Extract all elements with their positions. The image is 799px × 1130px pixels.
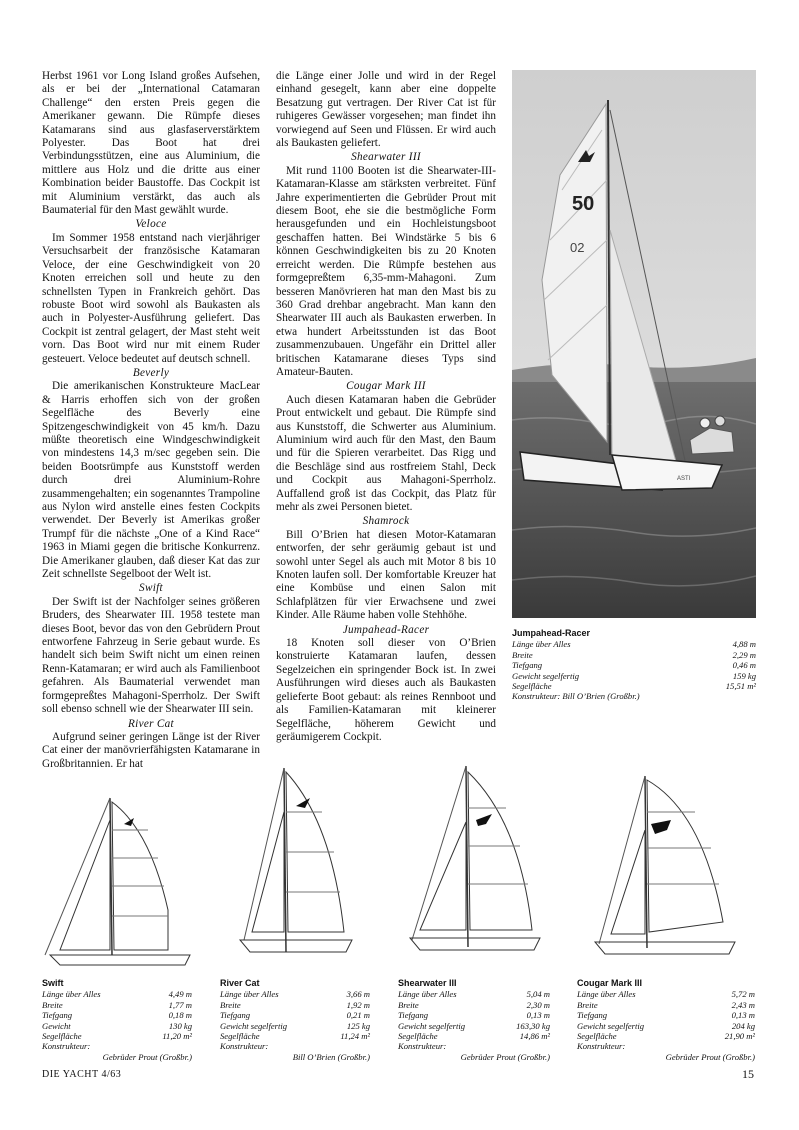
spec-row: Gewicht segelfertig 159 kg <box>512 670 756 681</box>
spec-row: Segelfläche 11,20 m² <box>42 1031 192 1042</box>
sail-number: 50 <box>572 193 595 215</box>
photo-illustration <box>512 70 756 618</box>
section-heading: Beverly <box>132 366 170 379</box>
spec-row: Tiefgang 0,13 m <box>577 1010 755 1021</box>
paragraph: Bill O’Brien hat diesen Motor-Katamaran entworfen, der sehr geräumig gebaut ist und sowohl unter Segel als auch mit Motor 8 bis 10 Knoten laufen soll. Der komfortable Kreuzer hat eine Kombüse und einen Salon mit Schlafplätzen für vier Erwachsene und zwei Kinder. Alle Räume haben volle Stehhöhe. <box>276 528 496 622</box>
spec-row: Gewicht 130 kg <box>42 1020 192 1031</box>
spec-row: Segelfläche 11,24 m² <box>220 1031 370 1042</box>
section-heading: River Cat <box>128 717 174 730</box>
spec-row: Tiefgang 0,18 m <box>42 1010 192 1021</box>
spec-row: Gewicht segelfertig 163,30 kg <box>398 1020 550 1031</box>
spec-row: Gewicht segelfertig 204 kg <box>577 1020 755 1031</box>
spec-builder-label: Konstrukteur: <box>220 1041 269 1052</box>
spec-builder: Konstrukteur: Bill O’Brien (Großbr.) <box>512 691 640 702</box>
spec-block-river-cat <box>220 978 370 1062</box>
paragraph: Mit rund 1100 Booten ist die Shearwater-III-Katamaran-Klasse am stärksten verbreitet. Fünf Jahre experimentierten die Gebrüder Prout mit diesem Boot, ehe sie die bestmögliche Form herausgefunden und ein Hochleistungsboot geschaffen hatten. Bei Windstärke 5 bis 6 können Geschwindigkeiten bis zu 20 Knoten erreicht werden. Die Rümpfe bestehen aus formgepreßtem 6,35-mm-Mahagoni. Zum besseren Manövrieren hat man den Mast bis zu 360 Grad drehbar angebracht. Man kann den Shearwater III auch als Baukasten erwerben. In etwa hundert Arbeitsstunden ist das Boot zusammenzubauen. Ungefähr ein Drittel aller britischen Katamarane dieses Typs sind Amateur-Bauten. <box>276 164 496 378</box>
spec-block-cougar <box>577 978 755 1062</box>
magazine-footer: DIE YACHT 4/63 <box>42 1069 122 1080</box>
river-cat-sail-plan <box>222 762 362 972</box>
spec-row: Länge über Alles 5,04 m <box>398 989 550 1000</box>
spec-row: Länge über Alles 4,88 m <box>512 639 756 650</box>
hull-marking: ASTI <box>677 476 691 482</box>
spec-builder-label: Konstrukteur: <box>577 1041 626 1052</box>
spec-row: Breite 2,29 m <box>512 649 756 660</box>
spec-row: Breite 2,43 m <box>577 999 755 1010</box>
spec-row: Länge über Alles 4,49 m <box>42 989 192 1000</box>
spec-title: Cougar Mark III <box>577 978 643 988</box>
spec-row: Tiefgang 0,13 m <box>398 1010 550 1021</box>
spec-row: Breite 1,92 m <box>220 999 370 1010</box>
spec-builder: Gebrüder Prout (Großbr.) <box>460 1051 550 1062</box>
spec-builder: Gebrüder Prout (Großbr.) <box>102 1051 192 1062</box>
paragraph: Der Swift ist der Nachfolger seines größeren Bruders, des Shearwater III. 1958 testete man dieses Boot, bevor das von den Gebrüdern Prout entworfene Fahrzeug in Serie gebaut wurde. Es handelt sich beim Swift nicht um einen reinen Renn-Katamaran; er wird auch als Familienboot gefahren. Als Baumaterial verwendet man formgepreßtes Mahagoni-Sperrholz. Der Swift soll ebenso schnell wie der Shearwater III sein. <box>42 595 260 716</box>
paragraph: Im Sommer 1958 entstand nach vierjähriger Versuchsarbeit der französische Katamaran Veloce, der eine Geschwindigkeit von 20 Knoten erreichen soll und heute zu den schnellsten Typen in Frankreich gehört. Das robuste Boot wird sowohl als Baukasten als auch in Polyester-Ausführung geliefert. Das Cockpit ist zentral gelagert, der Mast steht weit vorn. Das Boot wird nur mit einem Ruder gesteuert. Veloce bedeutet auf deutsch schnell. <box>42 231 260 365</box>
paragraph: die Länge einer Jolle und wird in der Regel einhand gesegelt, kann aber eine doppelte Besatzung gut vertragen. Der River Cat ist für ruhigeres Gewässer vorgesehen; man findet ihn vorwiegend auf Seen und Flüssen. Er wird auch als Baukasten geliefert. <box>276 70 496 150</box>
text-column-1 <box>42 70 260 771</box>
spec-builder-label: Konstrukteur: <box>398 1041 447 1052</box>
sail-mark: 02 <box>570 240 585 255</box>
spec-row: Breite 1,77 m <box>42 999 192 1010</box>
spec-row: Segelfläche 15,51 m² <box>512 681 756 692</box>
spec-row: Tiefgang 0,21 m <box>220 1010 370 1021</box>
paragraph: 18 Knoten soll dieser von O’Brien konstruierte Katamaran laufen, dessen Segelzeichen ein springender Bock ist. In zwei Ausführungen wird dieses auch als Baukasten gelieferte Boot gebaut: als reines Rennboot und als Familien-Katamaran mit kleinerer Segelfläche, höherem Gewicht und geräumigerem Cockpit. <box>276 637 496 743</box>
section-heading: Jumpahead-Racer <box>342 623 430 636</box>
section-heading: Shamrock <box>362 515 410 528</box>
spec-block-jumpahead <box>512 628 756 702</box>
spec-title: Shearwater III <box>398 978 457 988</box>
spec-title: River Cat <box>220 978 260 988</box>
spec-row: Tiefgang 0,46 m <box>512 660 756 671</box>
section-heading: Shearwater III <box>351 151 421 164</box>
shearwater-sail-plan <box>400 762 550 972</box>
spec-block-shearwater <box>398 978 550 1062</box>
spec-row: Gewicht segelfertig 125 kg <box>220 1020 370 1031</box>
spec-title: Jumpahead-Racer <box>512 628 591 638</box>
spec-title: Swift <box>42 978 64 988</box>
spec-row: Länge über Alles 5,72 m <box>577 989 755 1000</box>
paragraph: Die amerikanischen Konstrukteure MacLear & Harris erhoffen sich von der großen Segelfläche des Beverly eine Spitzengeschwindigkeit von 45 km/h. Dazu müßte theoretisch eine Windgeschwindigkeit von mindestens 14,3 m/sec gegeben sein. Die beiden Bootsrümpfe aus Kunststoff werden durch drei Aluminium-Rohre zusammengehalten; ein sogenanntes Trampoline aus Nylon wird anstelle eines festen Cockpits verwendet. Der Beverly ist Amerikas großer Trumpf für die nächste „One of a Kind Race“ 1963 in Miami gegen die britische Konkurrenz. Die Amerikaner glauben, daß dieser Kat das zur Zeit schnellste Segelboot der Welt ist. <box>42 380 260 581</box>
spec-builder: Bill O’Brien (Großbr.) <box>292 1051 370 1062</box>
spec-row: Segelfläche 14,86 m² <box>398 1031 550 1042</box>
section-heading: Swift <box>139 582 163 595</box>
cougar-sail-plan <box>585 772 745 972</box>
section-heading: Veloce <box>135 218 167 231</box>
spec-row: Breite 2,30 m <box>398 999 550 1010</box>
spec-row: Länge über Alles 3,66 m <box>220 989 370 1000</box>
spec-builder: Gebrüder Prout (Großbr.) <box>665 1051 755 1062</box>
spec-row: Segelfläche 21,90 m² <box>577 1031 755 1042</box>
spec-builder-label: Konstrukteur: <box>42 1041 91 1052</box>
paragraph: Aufgrund seiner geringen Länge ist der River Cat einer der manövrierfähigsten Katamarane in Großbritannien. Er hat <box>42 730 260 770</box>
paragraph: Herbst 1961 vor Long Island großes Aufsehen, als er bei der „International Catamaran Challenge“ den ersten Preis gegen die Amerikaner gewann. Die Rümpfe dieses Katamarans sind aus glasfaserverstärktem Polyester. Das Boot hat drei Verbindungsstützen, eine aus Aluminium, die mittlere aus Holz und die dritte aus einer Kombination beider Baustoffe. Das Cockpit ist mit Aluminium verstärkt, das auch als Baumaterial für den Mast gewählt wurde. <box>42 70 260 217</box>
paragraph: Auch diesen Katamaran haben die Gebrüder Prout entwickelt und gebaut. Die Rümpfe sind aus Kunststoff, die Schwerter aus Aluminium. Aluminium wird auch für den Mast, den Baum und für die Spieren verarbeitet. Das Rigg und die Beschläge sind aus rostfreiem Stahl, Deck und Cockpit aus Mahagoni-Sperrholz. Auffallend groß ist das Cockpit, das Platz für mehr als zwei Personen bietet. <box>276 393 496 513</box>
swift-sail-plan <box>40 790 200 970</box>
page-number: 15 <box>742 1067 754 1081</box>
section-heading: Cougar Mark III <box>346 380 426 393</box>
catamaran-photo <box>512 70 756 618</box>
text-column-2 <box>276 70 496 744</box>
spec-block-swift <box>42 978 192 1062</box>
